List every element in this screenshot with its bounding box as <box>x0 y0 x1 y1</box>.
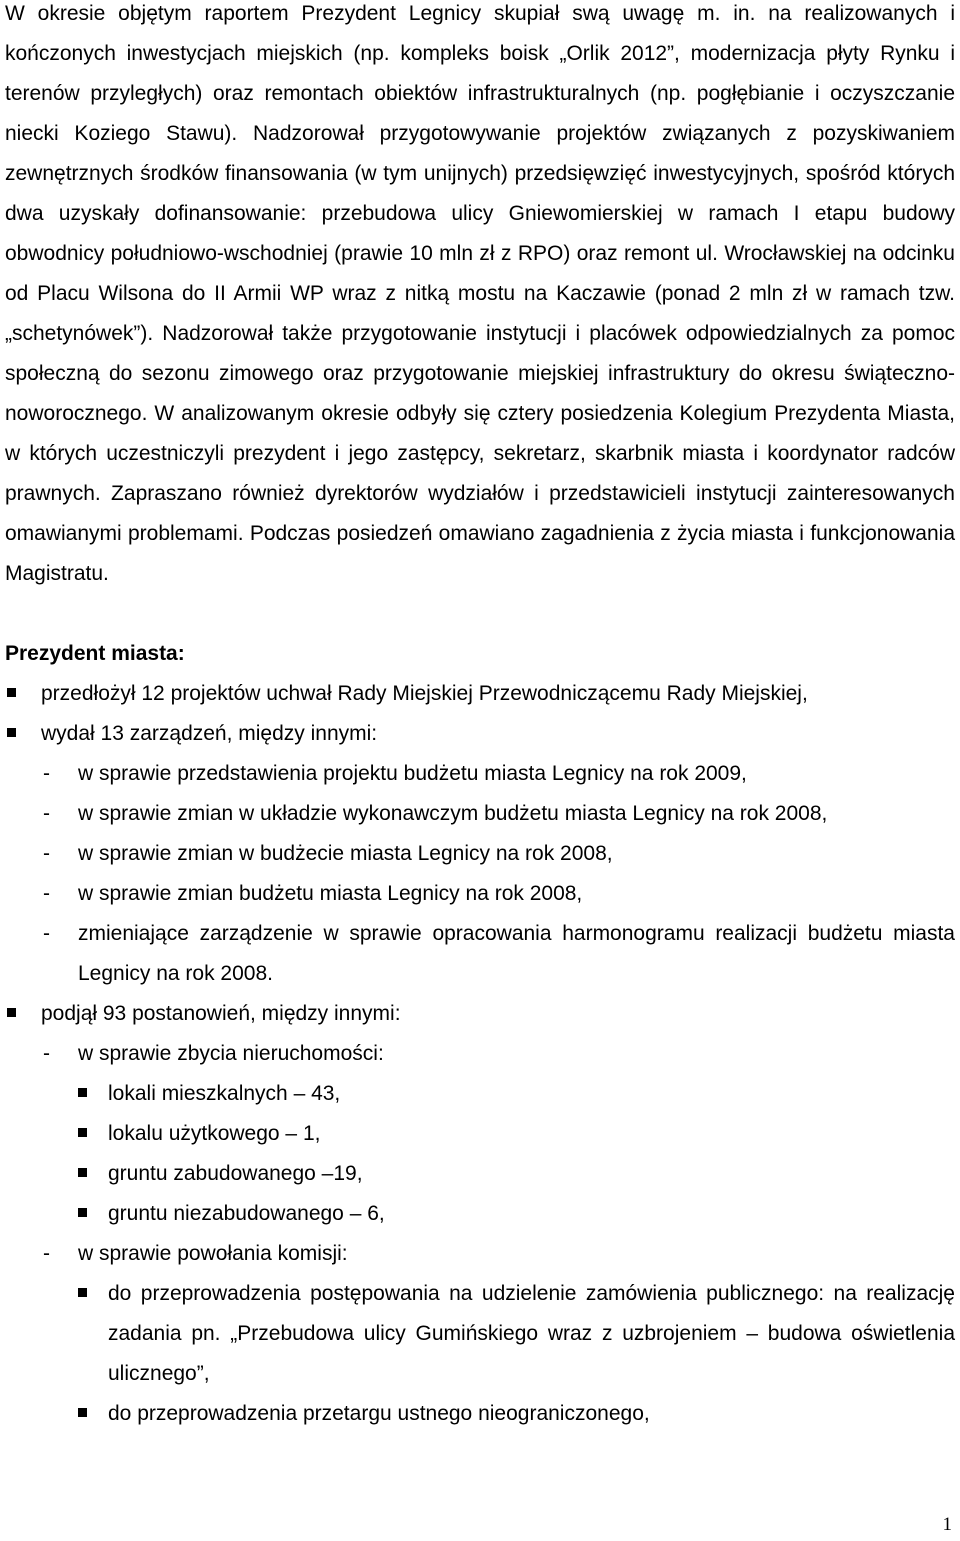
list-item-text: gruntu zabudowanego –19, <box>108 1162 363 1185</box>
square-bullet-icon <box>78 1408 87 1417</box>
square-bullet-icon <box>78 1088 87 1097</box>
list-item-text: do przeprowadzenia postępowania na udzielenie zamówienia publicznego: na realizację zadania pn. „Przebudowa ulicy Gumińskiego wraz z uzbrojeniem – budowa oświetlenia ulicznego”, <box>108 1282 955 1385</box>
list-item-text: przedłożył 12 projektów uchwał Rady Miejskiej Przewodniczącemu Rady Miejskiej, <box>41 682 808 705</box>
dash-marker: - <box>43 762 50 785</box>
square-bullet-icon <box>7 688 16 697</box>
sub-list-item <box>5 914 955 994</box>
list-item-text: w sprawie przedstawienia projektu budżetu miasta Legnicy na rok 2009, <box>78 762 747 785</box>
sub-list-item <box>5 794 955 834</box>
list-item-text: do przeprowadzenia przetargu ustnego nieograniczonego, <box>108 1402 650 1425</box>
dash-marker: - <box>43 922 50 945</box>
list-item-text: lokali mieszkalnych – 43, <box>108 1082 341 1105</box>
square-bullet-icon <box>78 1208 87 1217</box>
dash-marker: - <box>43 802 50 825</box>
list-item-text: w sprawie powołania komisji: <box>78 1242 348 1265</box>
list-item-text: zmieniające zarządzenie w sprawie opracowania harmonogramu realizacji budżetu miasta Legnicy na rok 2008. <box>78 922 955 985</box>
dash-marker: - <box>43 882 50 905</box>
nested-list-item <box>5 1114 955 1154</box>
list-item-text: w sprawie zmian w układzie wykonawczym budżetu miasta Legnicy na rok 2008, <box>78 802 828 825</box>
list-item <box>5 674 955 714</box>
sub-list-item <box>5 834 955 874</box>
actions-list <box>5 674 955 1434</box>
square-bullet-icon <box>7 728 16 737</box>
sub-list-item <box>5 874 955 914</box>
list-item-text: w sprawie zbycia nieruchomości: <box>78 1042 384 1065</box>
square-bullet-icon <box>78 1168 87 1177</box>
square-bullet-icon <box>7 1008 16 1017</box>
page-number: 1 <box>942 1514 952 1535</box>
list-item <box>5 714 955 754</box>
sub-list-item <box>5 1034 955 1074</box>
list-item-text: lokalu użytkowego – 1, <box>108 1122 321 1145</box>
list-item <box>5 994 955 1034</box>
list-item-text: podjął 93 postanowień, między innymi: <box>41 1002 401 1025</box>
dash-marker: - <box>43 1242 50 1265</box>
section-heading: Prezydent miasta: <box>5 642 185 665</box>
list-item-text: w sprawie zmian budżetu miasta Legnicy na rok 2008, <box>78 882 583 905</box>
dash-marker: - <box>43 1042 50 1065</box>
sub-list-item <box>5 754 955 794</box>
sub-list-item <box>5 1234 955 1274</box>
list-item-text: gruntu niezabudowanego – 6, <box>108 1202 385 1225</box>
list-item-text: wydał 13 zarządzeń, między innymi: <box>41 722 378 745</box>
nested-list-item <box>5 1274 955 1394</box>
document-page <box>5 0 955 1434</box>
square-bullet-icon <box>78 1288 87 1297</box>
dash-marker: - <box>43 842 50 865</box>
intro-paragraph: W okresie objętym raportem Prezydent Legnicy skupiał swą uwagę m. in. na realizowanych i kończonych inwestycjach miejskich (np. kompleks boisk „Orlik 2012”, modernizacja płyty Rynku i terenów przyległych) oraz remontach obiektów infrastrukturalnych (np. pogłębianie i oczyszczanie niecki Koziego Stawu). Nadzorował przygotowywanie projektów związanych z pozyskiwaniem zewnętrznych środków finansowania (w tym unijnych) przedsięwzięć inwestycyjnych, spośród których dwa uzyskały dofinansowanie: przebudowa ulicy Gniewomierskiej w ramach I etapu budowy obwodnicy południowo-wschodniej (prawie 10 mln zł z RPO) oraz remont ul. Wrocławskiej na odcinku od Placu Wilsona do II Armii WP wraz z nitką mostu na Kaczawie (ponad 2 mln zł w ramach tzw. „schetynówek”). Nadzorował także przygotowanie instytucji i placówek odpowiedzialnych za pomoc społeczną do sezonu zimowego oraz przygotowanie miejskiej infrastruktury do okresu świąteczno-noworocznego. W analizowanym okresie odbyły się cztery posiedzenia Kolegium Prezydenta Miasta, w których uczestniczyli prezydent i jego zastępcy, sekretarz, skarbnik miasta i koordynator radców prawnych. Zapraszano również dyrektorów wydziałów i przedstawicieli instytucji zainteresowanych omawianymi problemami. Podczas posiedzeń omawiano zagadnienia z życia miasta i funkcjonowania Magistratu. <box>5 2 955 585</box>
list-item-text: w sprawie zmian w budżecie miasta Legnicy na rok 2008, <box>78 842 613 865</box>
nested-list-item <box>5 1074 955 1114</box>
square-bullet-icon <box>78 1128 87 1137</box>
nested-list-item <box>5 1394 955 1434</box>
nested-list-item <box>5 1194 955 1234</box>
nested-list-item <box>5 1154 955 1194</box>
